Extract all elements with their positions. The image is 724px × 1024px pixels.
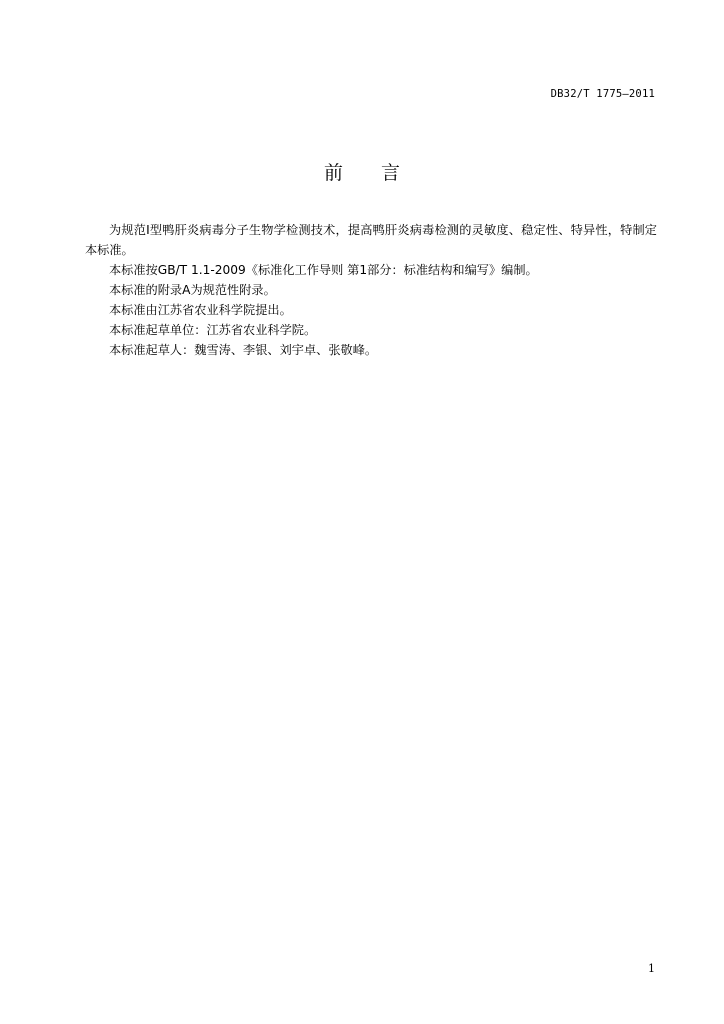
paragraph-drafters: 本标准起草人：魏雪涛、李银、刘宇卓、张敬峰。 [109, 343, 378, 357]
page-number: 1 [648, 962, 655, 975]
paragraph-drafting-rules: 本标准按GB/T 1.1-2009《标准化工作导则 第1部分：标准结构和编写》编制。 [109, 263, 538, 277]
paragraph-purpose: 为规范Ⅰ型鸭肝炎病毒分子生物学检测技术，提高鸭肝炎病毒检测的灵敏度、稳定性、特异性，特制定本标准。 [85, 223, 657, 257]
paragraph-drafting-unit: 本标准起草单位：江苏省农业科学院。 [109, 323, 317, 337]
paragraph-appendix: 本标准的附录A为规范性附录。 [109, 283, 276, 297]
foreword-title: 前 言 [323, 162, 400, 184]
paragraph-proposer: 本标准由江苏省农业科学院提出。 [109, 303, 292, 317]
foreword-body [85, 220, 657, 360]
standard-code-header: DB32/T 1775—2011 [550, 88, 655, 100]
